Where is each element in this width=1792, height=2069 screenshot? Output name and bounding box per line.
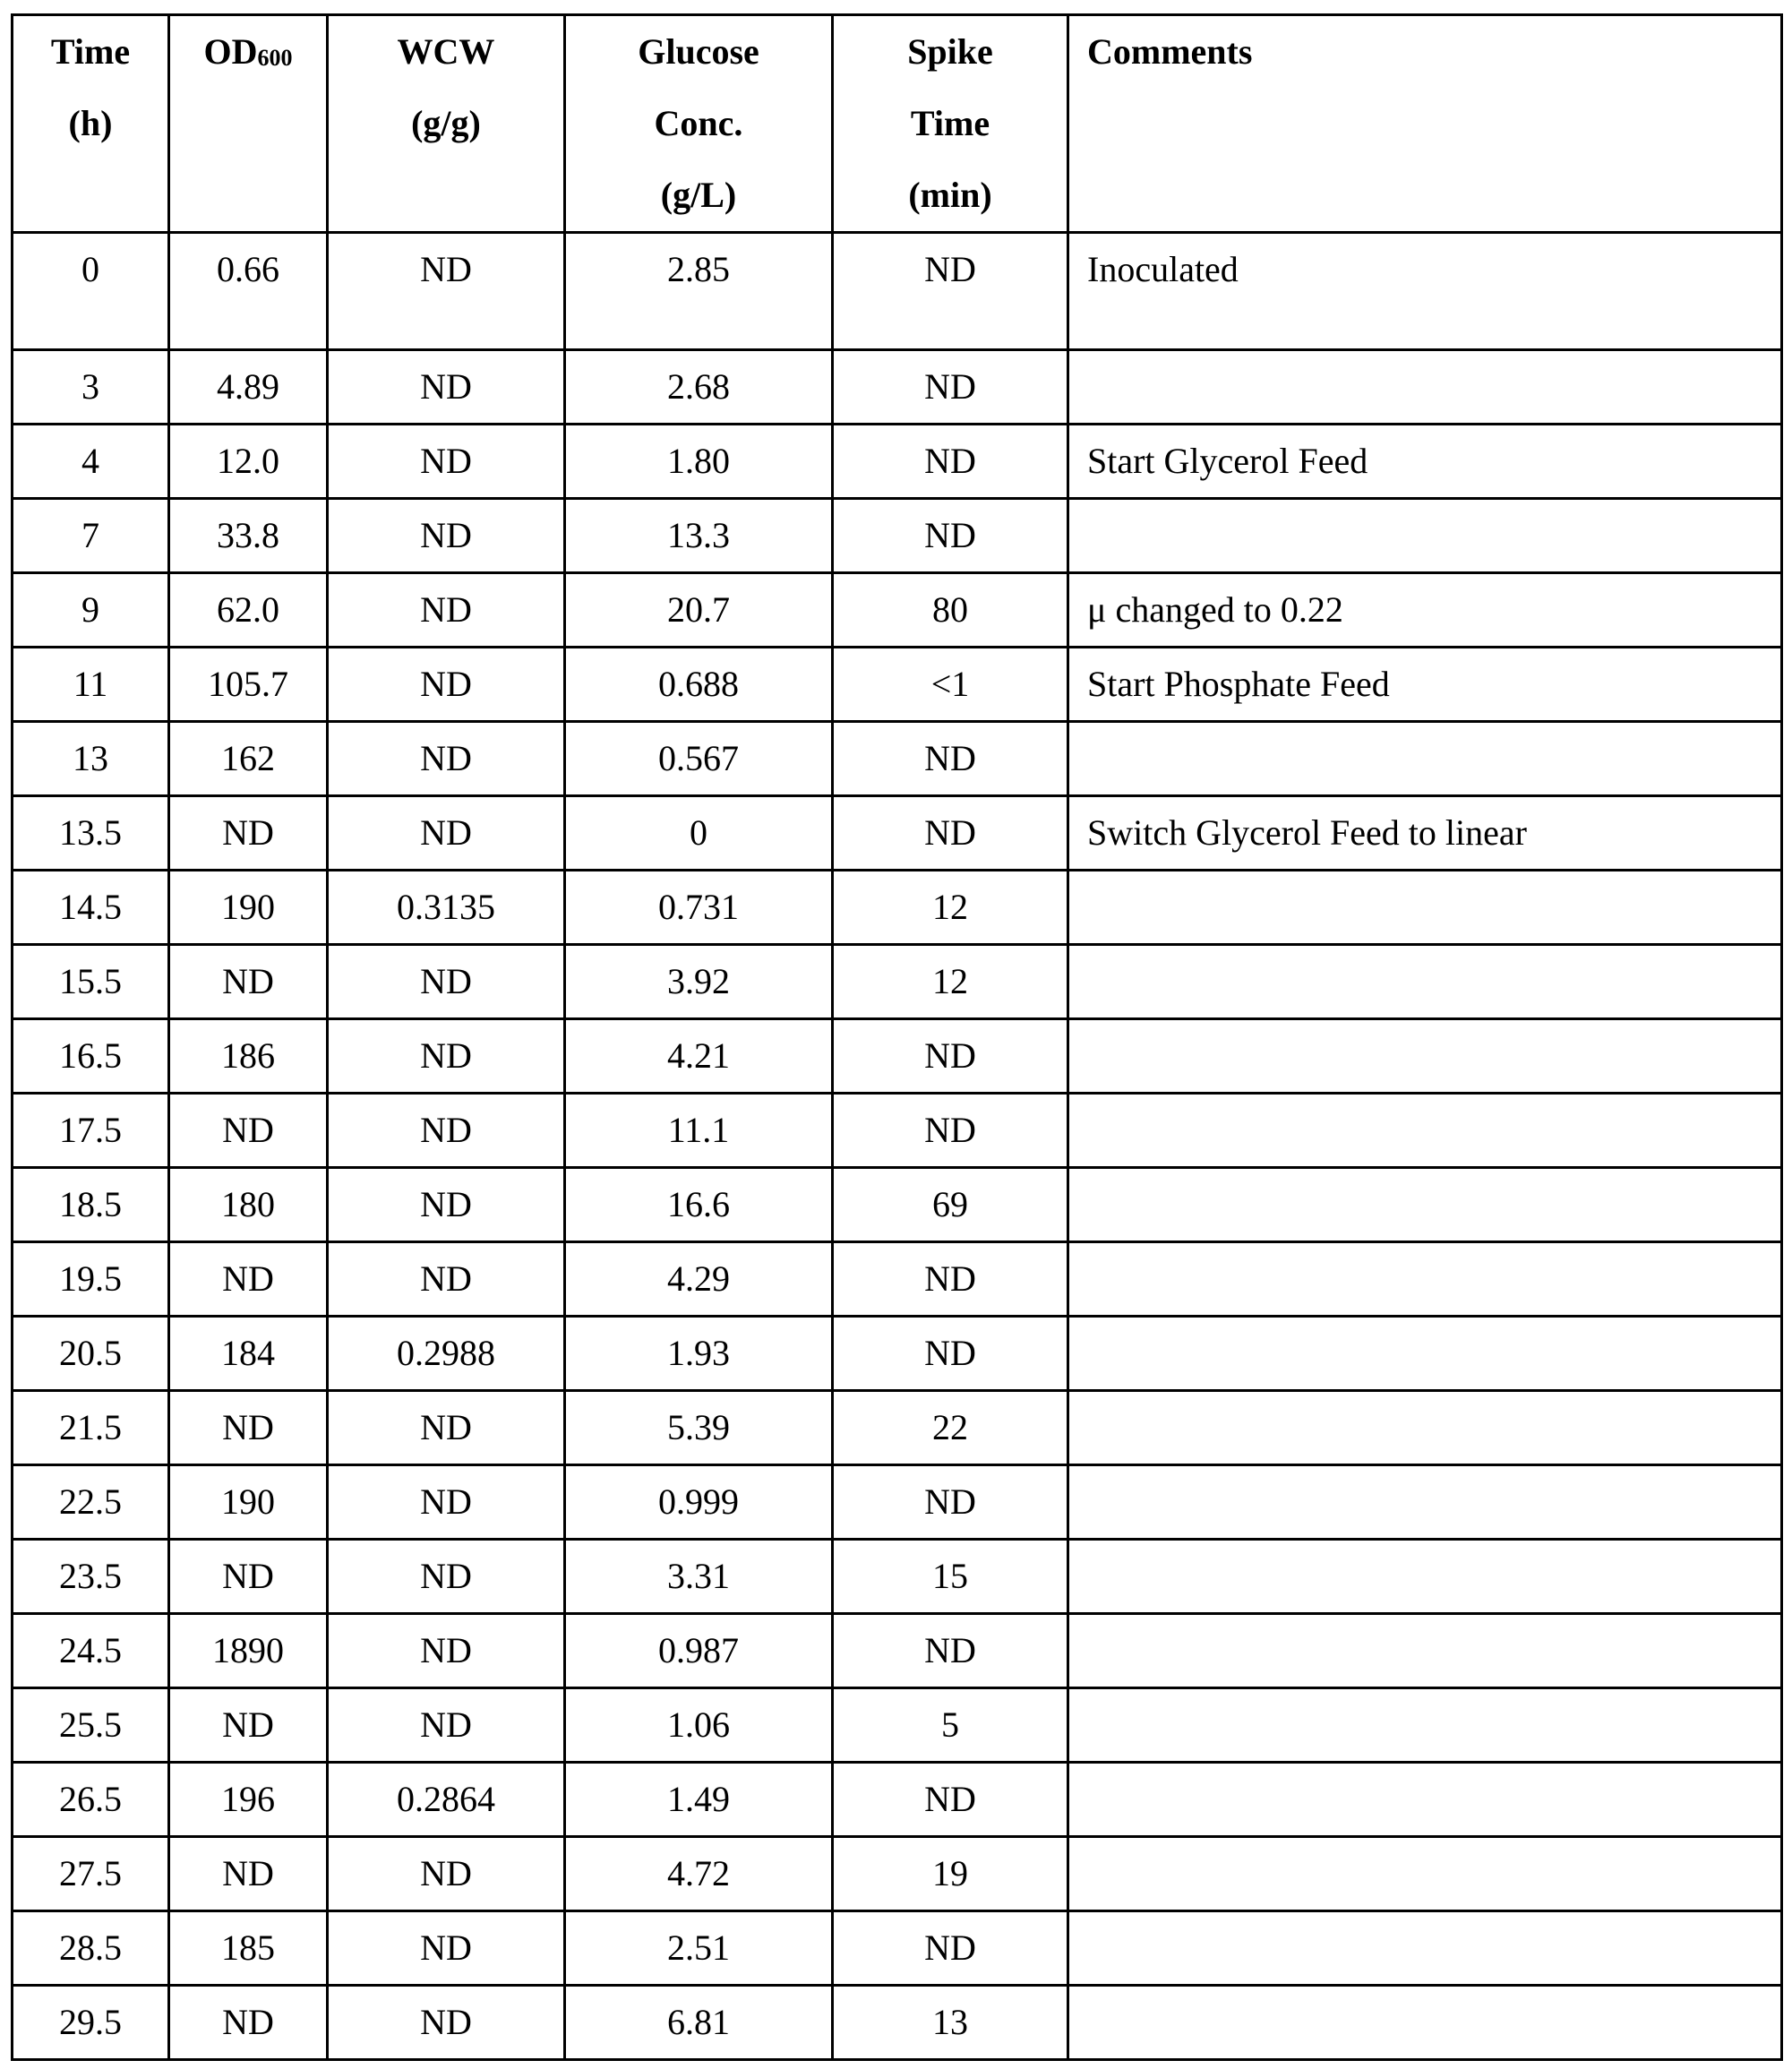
cell-od600: ND: [169, 1094, 328, 1168]
table-row: [13, 1019, 1782, 1094]
table-row: [13, 350, 1782, 425]
cell-spike-time: ND: [833, 1614, 1068, 1688]
cell-time: 28.5: [13, 1911, 169, 1986]
table-row: [13, 1688, 1782, 1763]
cell-glucose: 6.81: [565, 1986, 833, 2060]
cell-wcw: ND: [328, 1391, 565, 1465]
cell-time: 24.5: [13, 1614, 169, 1688]
cell-od600: ND: [169, 945, 328, 1019]
cell-comments: [1068, 1465, 1782, 1540]
cell-od600: 105.7: [169, 648, 328, 722]
cell-glucose: 2.51: [565, 1911, 833, 1986]
header-wcw: [328, 15, 565, 233]
cell-comments: [1068, 722, 1782, 796]
cell-od600: 33.8: [169, 499, 328, 573]
header-line: (g/g): [336, 88, 556, 159]
cell-od600: 62.0: [169, 573, 328, 648]
cell-spike-time: ND: [833, 1019, 1068, 1094]
cell-spike-time: 80: [833, 573, 1068, 648]
cell-comments: [1068, 945, 1782, 1019]
cell-glucose: 1.93: [565, 1317, 833, 1391]
cell-spike-time: ND: [833, 1317, 1068, 1391]
header-line: (min): [841, 159, 1059, 231]
header-subscript: 600: [258, 45, 293, 71]
cell-time: 22.5: [13, 1465, 169, 1540]
cell-spike-time: 13: [833, 1986, 1068, 2060]
table-row: [13, 871, 1782, 945]
header-line: WCW: [336, 16, 556, 88]
cell-comments: Start Phosphate Feed: [1068, 648, 1782, 722]
cell-time: 3: [13, 350, 169, 425]
cell-comments: [1068, 871, 1782, 945]
cell-wcw: ND: [328, 1094, 565, 1168]
cell-od600: ND: [169, 1986, 328, 2060]
table-row: [13, 1242, 1782, 1317]
cell-spike-time: 15: [833, 1540, 1068, 1614]
cell-comments: [1068, 1391, 1782, 1465]
cell-spike-time: 19: [833, 1837, 1068, 1911]
header-line: (g/L): [573, 159, 824, 231]
cell-spike-time: ND: [833, 1763, 1068, 1837]
cell-comments: Inoculated: [1068, 233, 1782, 350]
cell-spike-time: ND: [833, 722, 1068, 796]
cell-time: 26.5: [13, 1763, 169, 1837]
cell-wcw: ND: [328, 722, 565, 796]
cell-wcw: ND: [328, 1986, 565, 2060]
cell-od600: 162: [169, 722, 328, 796]
header-glucose: [565, 15, 833, 233]
cell-time: 21.5: [13, 1391, 169, 1465]
header-line: Glucose: [573, 16, 824, 88]
cell-comments: [1068, 1540, 1782, 1614]
cell-comments: μ changed to 0.22: [1068, 573, 1782, 648]
cell-od600: 12.0: [169, 425, 328, 499]
table-row: [13, 722, 1782, 796]
cell-od600: 196: [169, 1763, 328, 1837]
cell-glucose: 2.68: [565, 350, 833, 425]
table-row: [13, 1540, 1782, 1614]
table-row: [13, 1763, 1782, 1837]
table-row: [13, 945, 1782, 1019]
cell-time: 17.5: [13, 1094, 169, 1168]
cell-glucose: 0.999: [565, 1465, 833, 1540]
cell-time: 27.5: [13, 1837, 169, 1911]
fermentation-data-table: [11, 13, 1783, 2061]
cell-spike-time: ND: [833, 425, 1068, 499]
cell-time: 16.5: [13, 1019, 169, 1094]
table-row: [13, 499, 1782, 573]
cell-spike-time: 12: [833, 945, 1068, 1019]
cell-comments: [1068, 1614, 1782, 1688]
cell-comments: [1068, 1837, 1782, 1911]
cell-spike-time: ND: [833, 350, 1068, 425]
cell-wcw: ND: [328, 350, 565, 425]
cell-time: 29.5: [13, 1986, 169, 2060]
header-line: Comments: [1087, 16, 1773, 88]
cell-time: 7: [13, 499, 169, 573]
cell-glucose: 2.85: [565, 233, 833, 350]
header-comments: [1068, 15, 1782, 233]
cell-od600: 4.89: [169, 350, 328, 425]
cell-glucose: 11.1: [565, 1094, 833, 1168]
cell-comments: [1068, 1094, 1782, 1168]
cell-comments: Switch Glycerol Feed to linear: [1068, 796, 1782, 871]
cell-time: 20.5: [13, 1317, 169, 1391]
cell-glucose: 16.6: [565, 1168, 833, 1242]
cell-time: 13: [13, 722, 169, 796]
cell-wcw: ND: [328, 233, 565, 350]
table-row: [13, 796, 1782, 871]
cell-od600: ND: [169, 1837, 328, 1911]
cell-comments: Start Glycerol Feed: [1068, 425, 1782, 499]
table-body: [13, 233, 1782, 2060]
cell-time: 13.5: [13, 796, 169, 871]
cell-spike-time: ND: [833, 233, 1068, 350]
cell-wcw: ND: [328, 796, 565, 871]
table-row: [13, 1614, 1782, 1688]
cell-wcw: ND: [328, 1465, 565, 1540]
cell-od600: 0.66: [169, 233, 328, 350]
cell-comments: [1068, 1168, 1782, 1242]
cell-wcw: ND: [328, 1242, 565, 1317]
cell-glucose: 0.987: [565, 1614, 833, 1688]
cell-wcw: ND: [328, 425, 565, 499]
cell-comments: [1068, 1688, 1782, 1763]
cell-glucose: 4.21: [565, 1019, 833, 1094]
table-row: [13, 233, 1782, 350]
cell-wcw: ND: [328, 1837, 565, 1911]
cell-spike-time: 5: [833, 1688, 1068, 1763]
cell-wcw: 0.3135: [328, 871, 565, 945]
cell-time: 11: [13, 648, 169, 722]
cell-glucose: 0.688: [565, 648, 833, 722]
cell-time: 14.5: [13, 871, 169, 945]
header-line: Conc.: [573, 88, 824, 159]
cell-time: 15.5: [13, 945, 169, 1019]
cell-comments: [1068, 1242, 1782, 1317]
cell-wcw: ND: [328, 1168, 565, 1242]
header-line: Time: [841, 88, 1059, 159]
cell-time: 23.5: [13, 1540, 169, 1614]
cell-od600: ND: [169, 1540, 328, 1614]
header-time: [13, 15, 169, 233]
cell-wcw: ND: [328, 1688, 565, 1763]
cell-comments: [1068, 499, 1782, 573]
cell-glucose: 4.29: [565, 1242, 833, 1317]
cell-spike-time: ND: [833, 1465, 1068, 1540]
cell-spike-time: ND: [833, 796, 1068, 871]
table-row: [13, 1911, 1782, 1986]
cell-od600: 190: [169, 871, 328, 945]
cell-od600: ND: [169, 1242, 328, 1317]
cell-glucose: 0.731: [565, 871, 833, 945]
header-od600: [169, 15, 328, 233]
cell-od600: 180: [169, 1168, 328, 1242]
table-row: [13, 1317, 1782, 1391]
cell-spike-time: ND: [833, 1242, 1068, 1317]
cell-spike-time: ND: [833, 1094, 1068, 1168]
cell-wcw: ND: [328, 648, 565, 722]
cell-glucose: 13.3: [565, 499, 833, 573]
cell-od600: ND: [169, 1688, 328, 1763]
table-row: [13, 573, 1782, 648]
cell-glucose: 3.92: [565, 945, 833, 1019]
cell-comments: [1068, 1019, 1782, 1094]
table-row: [13, 425, 1782, 499]
cell-wcw: ND: [328, 573, 565, 648]
cell-spike-time: 12: [833, 871, 1068, 945]
table-row: [13, 1837, 1782, 1911]
cell-od600: ND: [169, 796, 328, 871]
header-line: OD: [204, 31, 258, 72]
cell-spike-time: ND: [833, 1911, 1068, 1986]
cell-comments: [1068, 1763, 1782, 1837]
cell-spike-time: <1: [833, 648, 1068, 722]
cell-wcw: ND: [328, 499, 565, 573]
cell-time: 0: [13, 233, 169, 350]
cell-time: 25.5: [13, 1688, 169, 1763]
cell-glucose: 1.80: [565, 425, 833, 499]
cell-comments: [1068, 1317, 1782, 1391]
cell-time: 9: [13, 573, 169, 648]
cell-wcw: ND: [328, 1019, 565, 1094]
cell-comments: [1068, 350, 1782, 425]
cell-od600: 1890: [169, 1614, 328, 1688]
table-row: [13, 648, 1782, 722]
cell-glucose: 1.49: [565, 1763, 833, 1837]
cell-glucose: 1.06: [565, 1688, 833, 1763]
cell-wcw: ND: [328, 1540, 565, 1614]
header-line: Spike: [841, 16, 1059, 88]
cell-spike-time: 69: [833, 1168, 1068, 1242]
cell-time: 4: [13, 425, 169, 499]
header-row: [13, 15, 1782, 233]
cell-od600: 185: [169, 1911, 328, 1986]
table-row: [13, 1391, 1782, 1465]
header-line: (h): [21, 88, 160, 159]
cell-spike-time: 22: [833, 1391, 1068, 1465]
cell-glucose: 5.39: [565, 1391, 833, 1465]
cell-time: 18.5: [13, 1168, 169, 1242]
table-row: [13, 1094, 1782, 1168]
cell-wcw: 0.2864: [328, 1763, 565, 1837]
table-row: [13, 1168, 1782, 1242]
cell-od600: ND: [169, 1391, 328, 1465]
table-row: [13, 1465, 1782, 1540]
cell-glucose: 4.72: [565, 1837, 833, 1911]
cell-wcw: ND: [328, 1614, 565, 1688]
table-row: [13, 1986, 1782, 2060]
cell-wcw: 0.2988: [328, 1317, 565, 1391]
cell-spike-time: ND: [833, 499, 1068, 573]
cell-od600: 184: [169, 1317, 328, 1391]
header-spike-time: [833, 15, 1068, 233]
cell-glucose: 3.31: [565, 1540, 833, 1614]
cell-od600: 190: [169, 1465, 328, 1540]
cell-glucose: 20.7: [565, 573, 833, 648]
cell-glucose: 0.567: [565, 722, 833, 796]
cell-time: 19.5: [13, 1242, 169, 1317]
cell-wcw: ND: [328, 945, 565, 1019]
header-line: Time: [21, 16, 160, 88]
cell-comments: [1068, 1986, 1782, 2060]
cell-comments: [1068, 1911, 1782, 1986]
cell-wcw: ND: [328, 1911, 565, 1986]
cell-od600: 186: [169, 1019, 328, 1094]
cell-glucose: 0: [565, 796, 833, 871]
